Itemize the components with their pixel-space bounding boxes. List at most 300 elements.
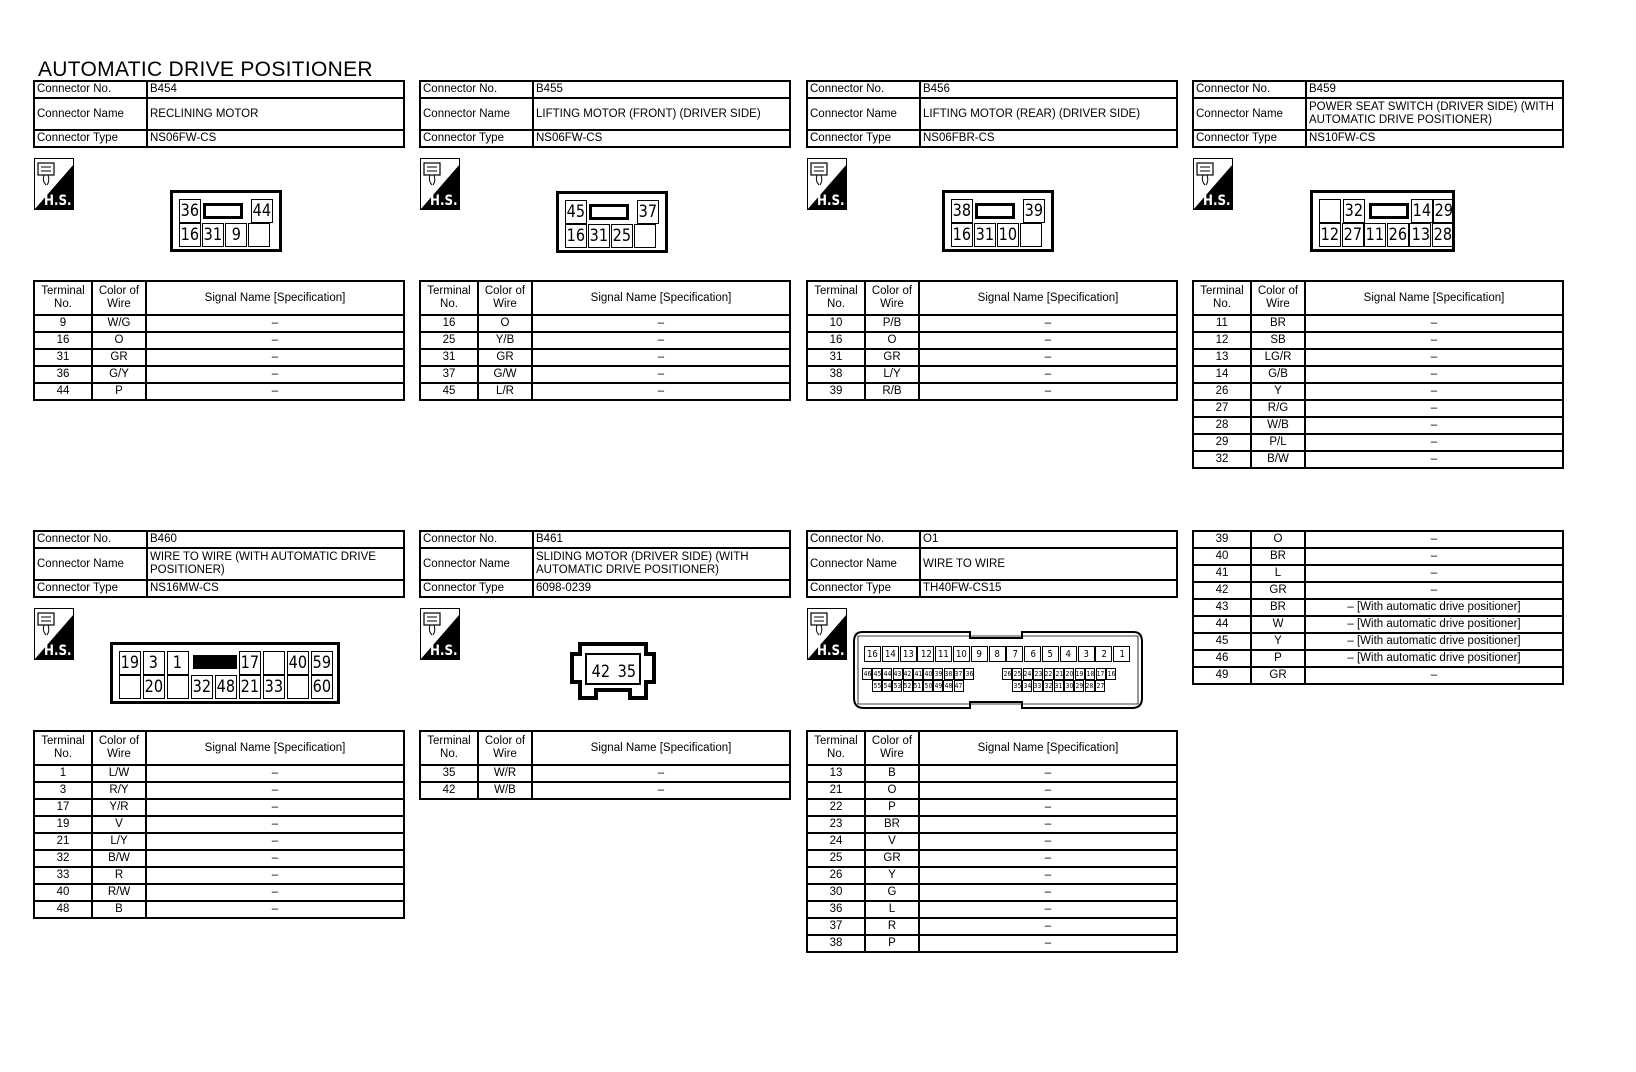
pin-cell — [1342, 223, 1364, 247]
pin-cell — [923, 680, 933, 692]
pin-cell — [179, 199, 201, 223]
terminal-table — [1192, 530, 1564, 685]
terminal-no: 45 — [1193, 633, 1251, 650]
signal-name: – — [919, 833, 1177, 850]
pin-number: 1 — [172, 653, 183, 673]
signal-name: – — [919, 935, 1177, 952]
signal-name: – — [146, 782, 404, 799]
info-value: B459 — [1306, 81, 1563, 98]
connector-info-b454 — [33, 80, 405, 148]
pin-number: 19 — [1076, 670, 1084, 678]
signal-name: – — [1305, 548, 1563, 565]
info-value: POWER SEAT SWITCH (DRIVER SIDE) (WITH AUTOMATIC DRIVE POSITIONER) — [1306, 98, 1563, 130]
table-row — [1193, 531, 1563, 548]
page-title: AUTOMATIC DRIVE POSITIONER — [38, 58, 373, 81]
table-row — [34, 884, 404, 901]
pin-cell — [1106, 668, 1116, 680]
pin-cell — [1074, 680, 1084, 692]
pin-number: 46 — [863, 670, 871, 678]
connector-info-b459 — [1192, 80, 1564, 148]
wire-color: W — [1251, 616, 1305, 633]
pin-number: 25 — [612, 226, 632, 246]
pin-cell — [903, 680, 913, 692]
wire-color: B/W — [92, 850, 146, 867]
pin-number: 42 — [904, 670, 912, 678]
pin-number: 8 — [994, 648, 1000, 660]
wire-color: L/W — [92, 765, 146, 782]
pin-number: 20 — [144, 677, 164, 697]
wire-color: BR — [1251, 315, 1305, 332]
pin-cell — [954, 668, 964, 680]
pin-number: 39 — [1024, 201, 1044, 221]
harness-side-icon — [1193, 158, 1233, 214]
connector-pinout-b454 — [170, 190, 282, 252]
table-row — [34, 782, 404, 799]
pin-number: 33 — [264, 677, 284, 697]
pin-number: 3 — [149, 653, 159, 673]
pin-cell — [565, 224, 587, 248]
table-row — [34, 332, 404, 349]
pin-cell — [611, 224, 633, 248]
terminal-no: 42 — [1193, 582, 1251, 599]
signal-name: – — [919, 799, 1177, 816]
signal-name: – — [1305, 531, 1563, 548]
table-row — [1193, 434, 1563, 451]
pin-number: 11 — [938, 648, 950, 660]
pin-cell — [1113, 646, 1130, 662]
wire-color: W/R — [478, 765, 532, 782]
pin-number: 1 — [1118, 648, 1125, 660]
terminal-no: 40 — [34, 884, 92, 901]
header-signal-name: Signal Name [Specification] — [146, 731, 404, 765]
terminal-no: 46 — [1193, 650, 1251, 667]
signal-name: – — [919, 765, 1177, 782]
info-value: WIRE TO WIRE — [920, 548, 1177, 580]
pin-number: 36 — [965, 670, 973, 678]
terminal-no: 42 — [420, 782, 478, 799]
connector-pinout-b461 — [568, 640, 658, 709]
wire-color: Y — [865, 867, 919, 884]
pin-number: 25 — [1013, 670, 1022, 678]
pin-number: 14 — [1412, 201, 1432, 221]
pin-cell — [263, 651, 285, 675]
wire-color: L/Y — [865, 366, 919, 383]
signal-name: – — [532, 349, 790, 366]
pin-cell — [587, 660, 614, 684]
terminal-no: 22 — [807, 799, 865, 816]
wire-color: P — [865, 935, 919, 952]
hs-label: H.S. — [430, 193, 458, 209]
pin-cell — [263, 675, 285, 699]
pin-number: 16 — [952, 225, 972, 245]
pin-cell — [1023, 199, 1045, 223]
pin-cell — [1433, 199, 1455, 223]
pin-cell — [933, 680, 943, 692]
pin-cell — [251, 199, 273, 223]
info-value: B456 — [920, 81, 1177, 98]
wire-color: BR — [1251, 548, 1305, 565]
pin-cell — [287, 675, 309, 699]
pin-number: 14 — [884, 648, 896, 660]
pin-number: 28 — [1086, 682, 1094, 690]
pin-number: 59 — [312, 653, 332, 673]
wire-color: R — [92, 867, 146, 884]
wire-color: GR — [92, 349, 146, 366]
pin-cell — [964, 668, 974, 680]
pin-cell — [951, 223, 973, 247]
info-value: B455 — [533, 81, 790, 98]
wire-color: W/B — [1251, 417, 1305, 434]
pin-number: 23 — [1034, 670, 1042, 678]
terminal-no: 35 — [420, 765, 478, 782]
header-terminal-no: Terminal No. — [807, 281, 865, 315]
signal-name: – — [919, 349, 1177, 366]
signal-name: – — [919, 782, 1177, 799]
signal-name: – — [532, 315, 790, 332]
wire-color: LG/R — [1251, 349, 1305, 366]
pin-cell — [971, 646, 988, 662]
terminal-table-o1-continued — [1192, 530, 1564, 685]
table-row — [1193, 383, 1563, 400]
info-value: NS06FBR-CS — [920, 130, 1177, 147]
pin-number: 31 — [589, 226, 609, 246]
signal-name: – — [1305, 315, 1563, 332]
connector-pinout-b455 — [556, 191, 668, 253]
table-row — [1193, 451, 1563, 468]
table-row — [807, 935, 1177, 952]
header-terminal-no: Terminal No. — [420, 281, 478, 315]
table-row — [420, 782, 790, 799]
pin-cell — [248, 223, 270, 247]
pin-number: 26 — [1003, 670, 1011, 678]
pin-number: 35 — [1013, 682, 1021, 690]
wire-color: B — [865, 765, 919, 782]
table-row — [1193, 400, 1563, 417]
pin-number: 45 — [566, 202, 586, 222]
header-signal-name: Signal Name [Specification] — [919, 281, 1177, 315]
wire-color: O — [478, 315, 532, 332]
pin-cell — [893, 668, 903, 680]
terminal-table-b456 — [806, 280, 1178, 401]
terminal-table-b455 — [419, 280, 791, 401]
info-label: Connector Type — [807, 130, 920, 147]
wire-color: R/W — [92, 884, 146, 901]
table-row — [420, 315, 790, 332]
table-row — [420, 332, 790, 349]
pin-cell — [882, 668, 892, 680]
pin-number: 34 — [1023, 682, 1032, 690]
wire-color: SB — [1251, 332, 1305, 349]
signal-name: – — [1305, 400, 1563, 417]
wire-color: R/Y — [92, 782, 146, 799]
connector-pinout-b460 — [110, 642, 340, 704]
info-label: Connector No. — [807, 531, 920, 548]
terminal-no: 37 — [807, 918, 865, 935]
signal-name: – — [532, 765, 790, 782]
wire-color: V — [865, 833, 919, 850]
table-row — [1193, 366, 1563, 383]
info-value: NS10FW-CS — [1306, 130, 1563, 147]
pin-number: 16 — [566, 226, 586, 246]
pin-cell — [1075, 668, 1085, 680]
pin-cell — [1006, 646, 1023, 662]
hs-label: H.S. — [430, 643, 458, 659]
connector-pinout-b459 — [1310, 190, 1455, 252]
hs-label: H.S. — [44, 193, 72, 209]
table-row — [34, 315, 404, 332]
signal-name: – — [146, 383, 404, 400]
table-row — [1193, 633, 1563, 650]
header-color-of-wire: Color of Wire — [865, 731, 919, 765]
pin-cell — [225, 223, 247, 247]
pin-number: 16 — [867, 648, 878, 660]
pin-number: 32 — [1044, 682, 1052, 690]
pin-number: 2 — [1101, 648, 1107, 660]
wire-color: GR — [865, 349, 919, 366]
connector-info-table — [33, 80, 405, 148]
terminal-no: 25 — [807, 850, 865, 867]
terminal-table-b461 — [419, 730, 791, 800]
signal-name: – — [146, 765, 404, 782]
pin-cell — [215, 675, 237, 699]
pin-number: 17 — [240, 653, 260, 673]
signal-name: – — [919, 816, 1177, 833]
pin-cell — [1096, 668, 1106, 680]
signal-name: – — [146, 315, 404, 332]
pin-cell — [1409, 223, 1431, 247]
pin-cell — [1364, 223, 1386, 247]
terminal-no: 31 — [34, 349, 92, 366]
terminal-table — [806, 280, 1178, 401]
info-value: SLIDING MOTOR (DRIVER SIDE) (WITH AUTOMATIC DRIVE POSITIONER) — [533, 548, 790, 580]
harness-side-icon — [807, 158, 847, 214]
pin-number: 49 — [934, 682, 942, 690]
pin-cell — [1432, 223, 1454, 247]
signal-name: – — [1305, 667, 1563, 684]
connector-lock — [589, 204, 629, 220]
signal-name: – — [532, 782, 790, 799]
pin-number: 40 — [924, 670, 932, 678]
pin-cell — [935, 646, 952, 662]
info-label: Connector No. — [34, 81, 147, 98]
pin-number: 47 — [954, 682, 963, 690]
table-row — [807, 816, 1177, 833]
pin-cell — [1023, 668, 1033, 680]
table-row — [34, 901, 404, 918]
wire-color: BR — [1251, 599, 1305, 616]
table-row — [807, 765, 1177, 782]
signal-name: – — [919, 867, 1177, 884]
terminal-no: 14 — [1193, 366, 1251, 383]
info-label: Connector Name — [34, 548, 147, 580]
header-color-of-wire: Color of Wire — [478, 281, 532, 315]
terminal-table-b460 — [33, 730, 405, 919]
pin-cell — [634, 224, 656, 248]
pin-cell — [1095, 646, 1112, 662]
pin-number: 52 — [903, 682, 912, 690]
info-value: NS16MW-CS — [147, 580, 404, 597]
hs-label: H.S. — [817, 643, 845, 659]
terminal-table — [33, 280, 405, 401]
info-value: 6098-0239 — [533, 580, 790, 597]
signal-name: – — [919, 918, 1177, 935]
hs-label: H.S. — [1203, 193, 1231, 209]
wire-color: P — [92, 383, 146, 400]
signal-name: – — [919, 901, 1177, 918]
pin-number: 20 — [1065, 670, 1074, 678]
pin-cell — [882, 646, 899, 662]
info-label: Connector Name — [807, 98, 920, 130]
signal-name: – — [1305, 366, 1563, 383]
header-color-of-wire: Color of Wire — [92, 731, 146, 765]
terminal-no: 21 — [807, 782, 865, 799]
signal-name: – — [1305, 434, 1563, 451]
signal-name: – — [146, 901, 404, 918]
wire-color: Y — [1251, 383, 1305, 400]
signal-name: – — [532, 383, 790, 400]
info-value: LIFTING MOTOR (FRONT) (DRIVER SIDE) — [533, 98, 790, 130]
terminal-no: 39 — [807, 383, 865, 400]
pin-cell — [143, 651, 165, 675]
terminal-no: 37 — [420, 366, 478, 383]
pin-cell — [989, 646, 1006, 662]
table-row — [807, 383, 1177, 400]
wire-color: GR — [1251, 582, 1305, 599]
table-row — [34, 366, 404, 383]
info-value: RECLINING MOTOR — [147, 98, 404, 130]
table-row — [807, 867, 1177, 884]
terminal-no: 44 — [1193, 616, 1251, 633]
table-row — [420, 349, 790, 366]
pin-cell — [913, 680, 923, 692]
pin-cell — [119, 675, 141, 699]
terminal-no: 16 — [420, 315, 478, 332]
wire-color: L/R — [478, 383, 532, 400]
info-label: Connector Type — [420, 130, 533, 147]
pin-number: 5 — [1047, 648, 1054, 660]
pin-cell — [1319, 199, 1341, 223]
harness-side-icon — [34, 158, 74, 214]
pin-cell — [1085, 668, 1095, 680]
pin-number: 54 — [883, 682, 891, 690]
info-label: Connector No. — [1193, 81, 1306, 98]
table-row — [807, 850, 1177, 867]
pin-cell — [1078, 646, 1095, 662]
connector-info-table — [33, 530, 405, 598]
signal-name: – — [919, 884, 1177, 901]
pin-number: 53 — [893, 682, 902, 690]
harness-side-icon — [34, 608, 74, 664]
connector-lock — [203, 203, 243, 219]
pin-cell — [997, 223, 1019, 247]
table-row — [34, 349, 404, 366]
wire-color: G — [865, 884, 919, 901]
pin-cell — [872, 668, 882, 680]
table-row — [34, 816, 404, 833]
table-row — [807, 918, 1177, 935]
terminal-no: 10 — [807, 315, 865, 332]
pin-cell — [1012, 668, 1022, 680]
pin-number: 31 — [1054, 682, 1063, 690]
pin-number: 7 — [1012, 648, 1018, 660]
table-row — [1193, 548, 1563, 565]
wire-color: R — [865, 918, 919, 935]
table-row — [1193, 599, 1563, 616]
connector-info-table — [806, 80, 1178, 148]
pin-number: 30 — [1065, 682, 1073, 690]
info-value: B460 — [147, 531, 404, 548]
pin-number: 12 — [920, 648, 932, 660]
wire-color: O — [865, 782, 919, 799]
terminal-table — [419, 280, 791, 401]
pin-cell — [923, 668, 933, 680]
wire-color: L — [865, 901, 919, 918]
wire-color: B — [92, 901, 146, 918]
signal-name: – — [146, 833, 404, 850]
connector-lock — [975, 203, 1015, 219]
terminal-no: 31 — [807, 349, 865, 366]
connector-info-table — [806, 530, 1178, 598]
harness-side-icon — [807, 608, 847, 664]
signal-name: – — [146, 799, 404, 816]
pin-cell — [167, 651, 189, 675]
info-value: O1 — [920, 531, 1177, 548]
pin-number: 11 — [1365, 225, 1385, 245]
wire-color: BR — [865, 816, 919, 833]
pin-number: 50 — [924, 682, 932, 690]
signal-name: – — [919, 315, 1177, 332]
terminal-no: 36 — [34, 366, 92, 383]
terminal-table — [806, 730, 1178, 953]
pin-number: 28 — [1433, 225, 1453, 245]
info-label: Connector Name — [420, 548, 533, 580]
table-row — [34, 833, 404, 850]
pin-cell — [588, 224, 610, 248]
terminal-no: 44 — [34, 383, 92, 400]
table-row — [1193, 417, 1563, 434]
pin-cell — [1022, 680, 1032, 692]
terminal-no: 49 — [1193, 667, 1251, 684]
terminal-no: 13 — [807, 765, 865, 782]
wire-color: GR — [865, 850, 919, 867]
table-row — [807, 799, 1177, 816]
pin-number: 40 — [288, 653, 308, 673]
wire-color: L — [1251, 565, 1305, 582]
terminal-no: 25 — [420, 332, 478, 349]
wire-color: GR — [478, 349, 532, 366]
pin-number: 32 — [1344, 201, 1364, 221]
pin-number: 26 — [1388, 225, 1408, 245]
info-value: NS06FW-CS — [147, 130, 404, 147]
table-row — [807, 332, 1177, 349]
pin-number: 29 — [1434, 201, 1454, 221]
info-label: Connector Type — [1193, 130, 1306, 147]
pin-number: 31 — [975, 225, 995, 245]
pin-number: 16 — [180, 225, 200, 245]
pin-number: 29 — [1075, 682, 1084, 690]
pin-number: 44 — [252, 201, 272, 221]
pin-cell — [900, 646, 917, 662]
header-signal-name: Signal Name [Specification] — [532, 281, 790, 315]
info-label: Connector No. — [34, 531, 147, 548]
info-label: Connector Type — [34, 580, 147, 597]
header-color-of-wire: Color of Wire — [865, 281, 919, 315]
wire-color: GR — [1251, 667, 1305, 684]
pin-number: 3 — [1083, 648, 1089, 660]
table-row — [1193, 315, 1563, 332]
wire-color: P/L — [1251, 434, 1305, 451]
signal-name: – — [1305, 349, 1563, 366]
